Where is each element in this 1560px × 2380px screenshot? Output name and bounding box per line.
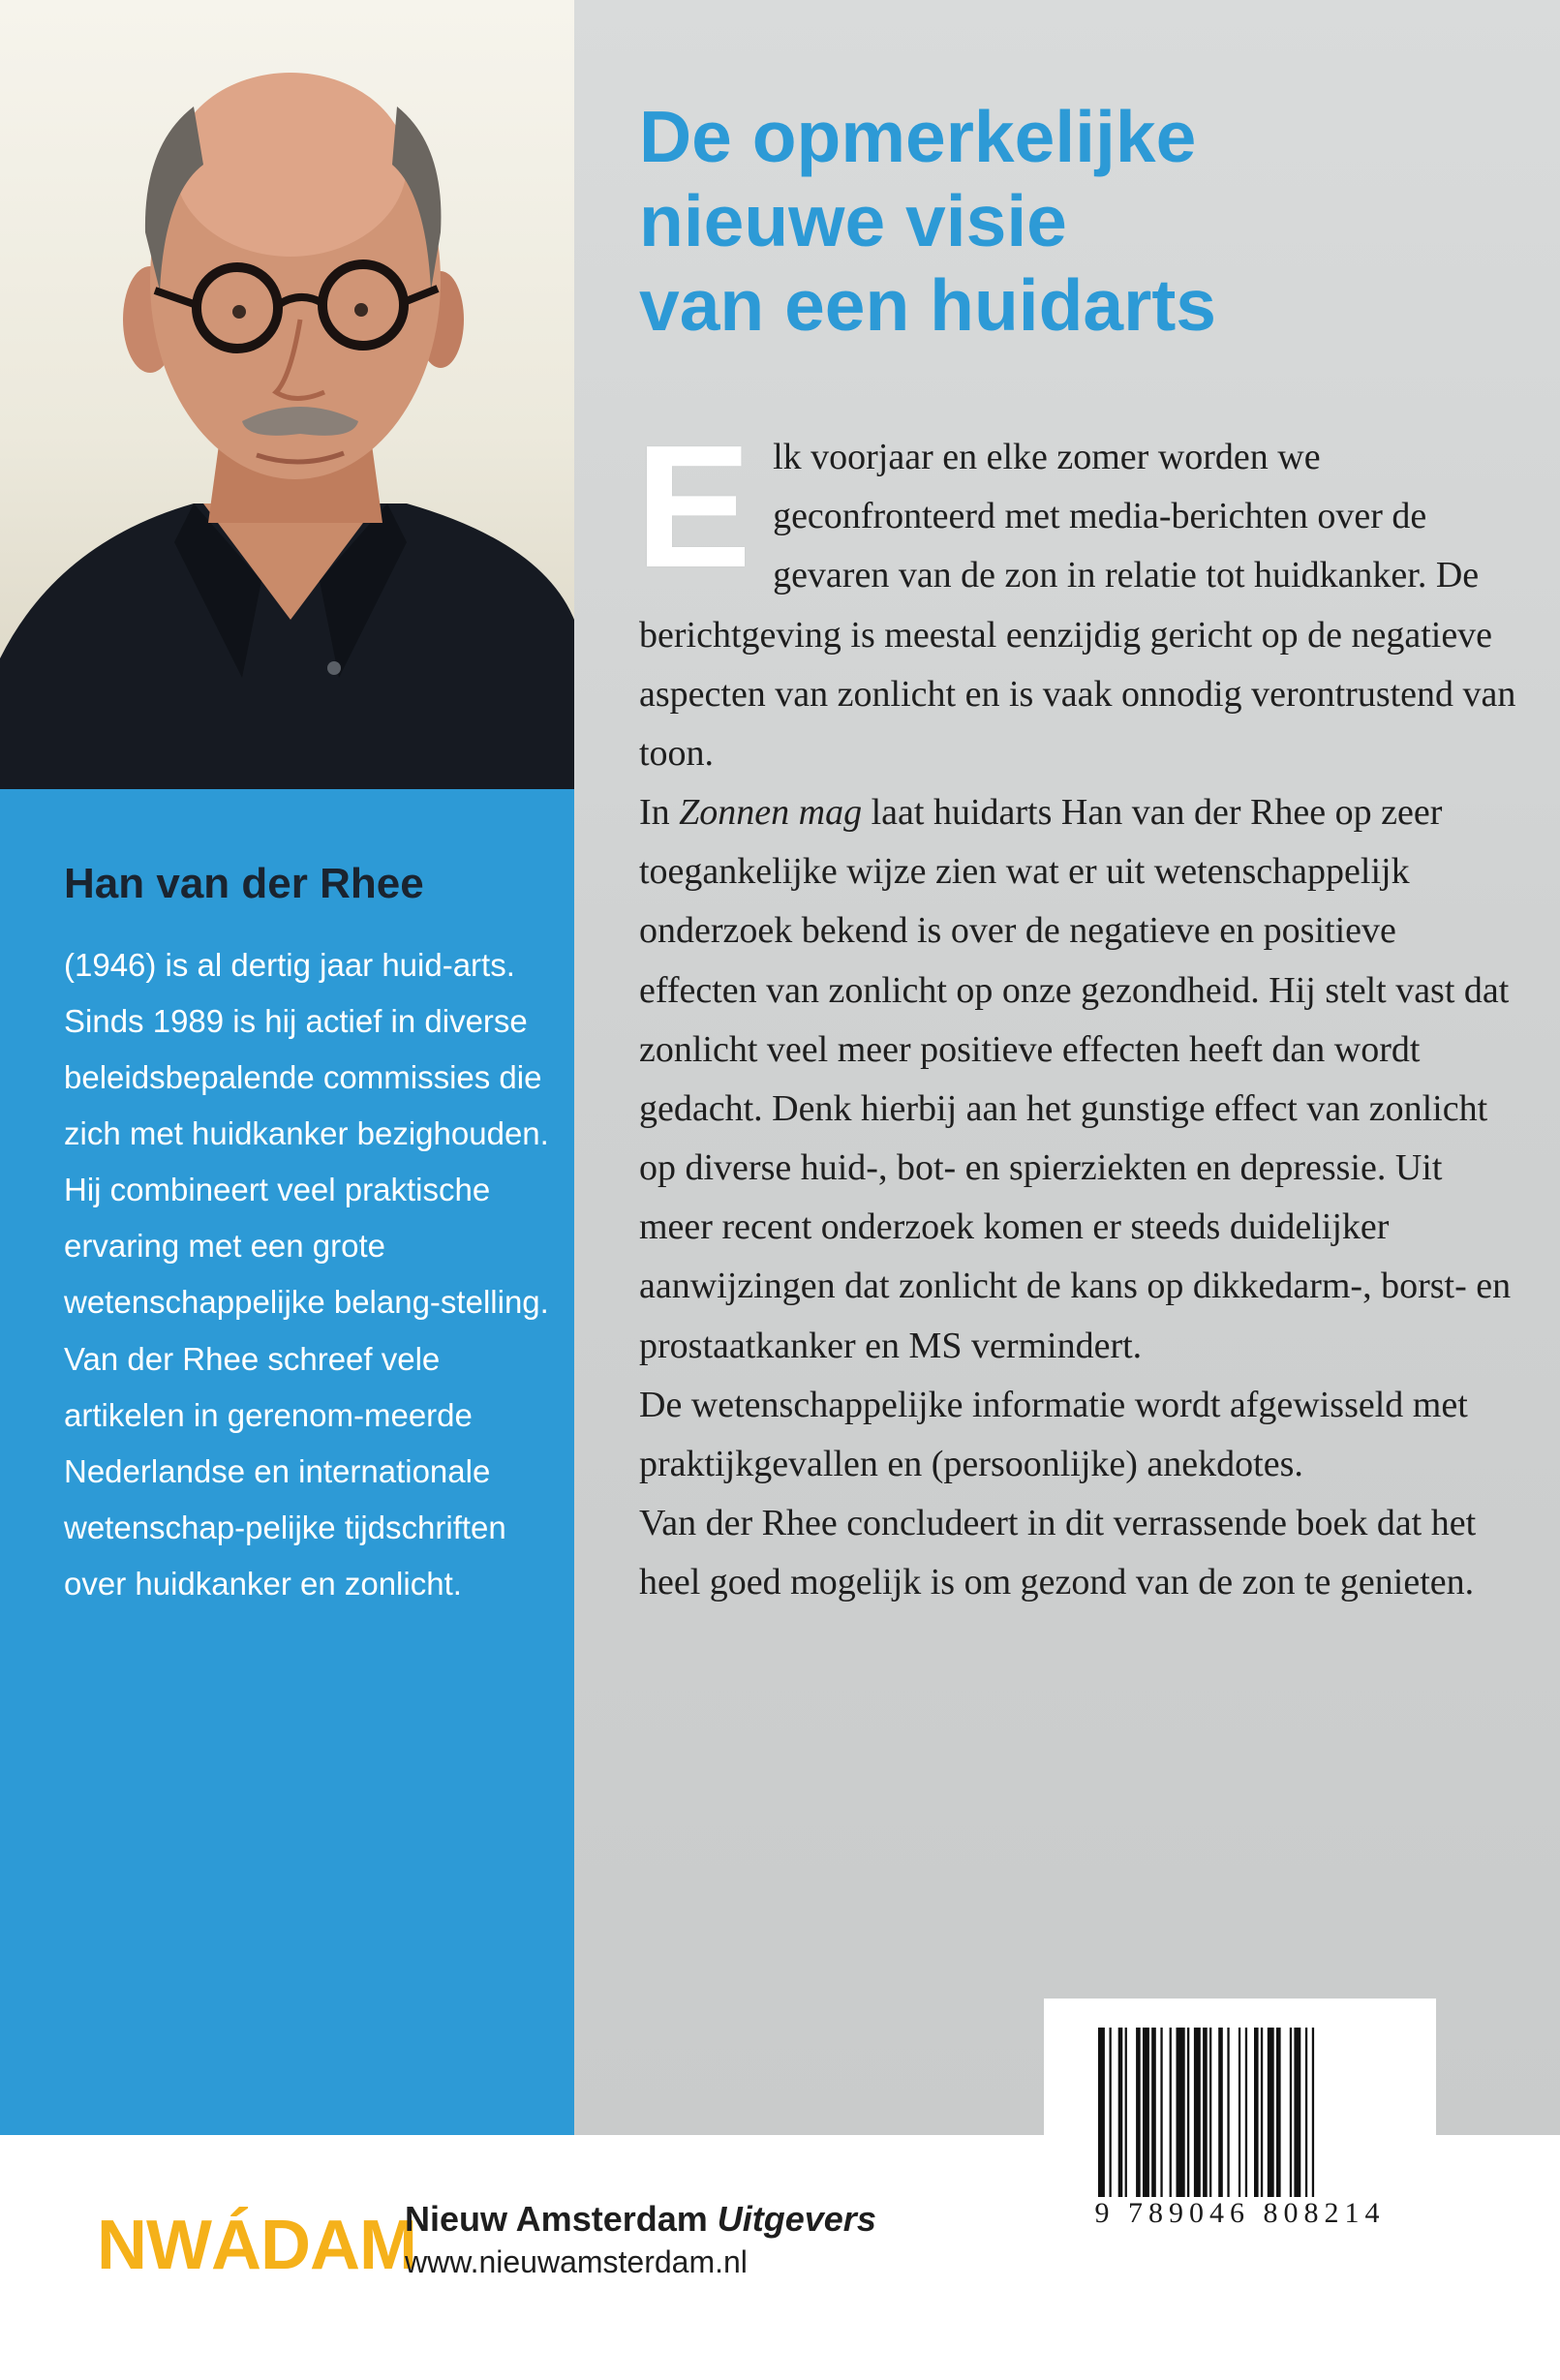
publisher-name-italic: Uitgevers	[717, 2199, 876, 2239]
headline-line-3: van een huidarts	[639, 264, 1217, 346]
drop-cap: E	[635, 410, 752, 604]
isbn-number: 9 789046 808214	[1094, 2197, 1386, 2229]
barcode	[1044, 1999, 1436, 2279]
barcode-bars	[1098, 2028, 1382, 2197]
book-description	[635, 410, 1520, 1612]
headline-line-2: nieuwe visie	[639, 180, 1067, 261]
book-title-mention: Zonnen mag	[679, 792, 863, 834]
publisher-logo: NWÁDAM	[97, 2207, 416, 2284]
author-bio: (1946) is al dertig jaar huid-arts. Sinds 1989 is hij actief in diverse beleidsbepalende commissies die zich met huidkanker bezighouden. Hij combineert veel praktische ervaring met een grote wetenschappelijke belang-stelling. Van der Rhee schreef vele artikelen in gerenom-meerde Nederlandse en internationale wetenschap-pelijke tijdschriften over huidkanker en zonlicht.	[64, 947, 549, 1602]
description-paragraph-1: lk voorjaar en elke zomer worden we geconfronteerd met media-berichten over de gevaren van de zon in relatie tot huidkanker. De berichtgeving is meestal eenzijdig gericht op de negatieve aspecten van zonlicht en is vaak onnodig verontrustend van toon.	[639, 437, 1516, 774]
book-headline	[639, 95, 1511, 348]
author-name: Han van der Rhee	[64, 860, 424, 907]
publisher-name-text: Nieuw Amsterdam	[405, 2199, 708, 2239]
paragraph-2-prefix: In	[639, 792, 680, 834]
headline-line-1: De opmerkelijke	[639, 96, 1197, 177]
publisher-website: www.nieuwamsterdam.nl	[405, 2244, 748, 2279]
author-photo	[0, 0, 574, 789]
author-portrait-image	[0, 0, 574, 789]
publisher-name	[405, 2199, 876, 2240]
paragraph-2-text: laat huidarts Han van der Rhee op zeer toegankelijke wijze zien wat er uit wetenschappelijk onderzoek bekend is over de negatieve en positieve effecten van zonlicht op onze gezondheid. Hij stelt vast dat zonlicht veel meer positieve effecten heeft dan wordt gedacht. Denk hierbij aan het gunstige effect van zonlicht op diverse huid-, bot- en spierziekten en depressie. Uit meer recent onderzoek komen er steeds duidelijker aanwijzingen dat zonlicht de kans op dikkedarm-, borst- en prostaatkanker en MS vermindert.	[639, 792, 1512, 1366]
description-paragraph-2	[639, 783, 1520, 1376]
description-paragraph-3: De wetenschappelijke informatie wordt afgewisseld met praktijkgevallen en (persoonlijke) anekdotes.	[639, 1384, 1468, 1484]
description-paragraph-4: Van der Rhee concludeert in dit verrassende boek dat het heel goed mogelijk is om gezond van de zon te genieten.	[639, 1503, 1477, 1603]
